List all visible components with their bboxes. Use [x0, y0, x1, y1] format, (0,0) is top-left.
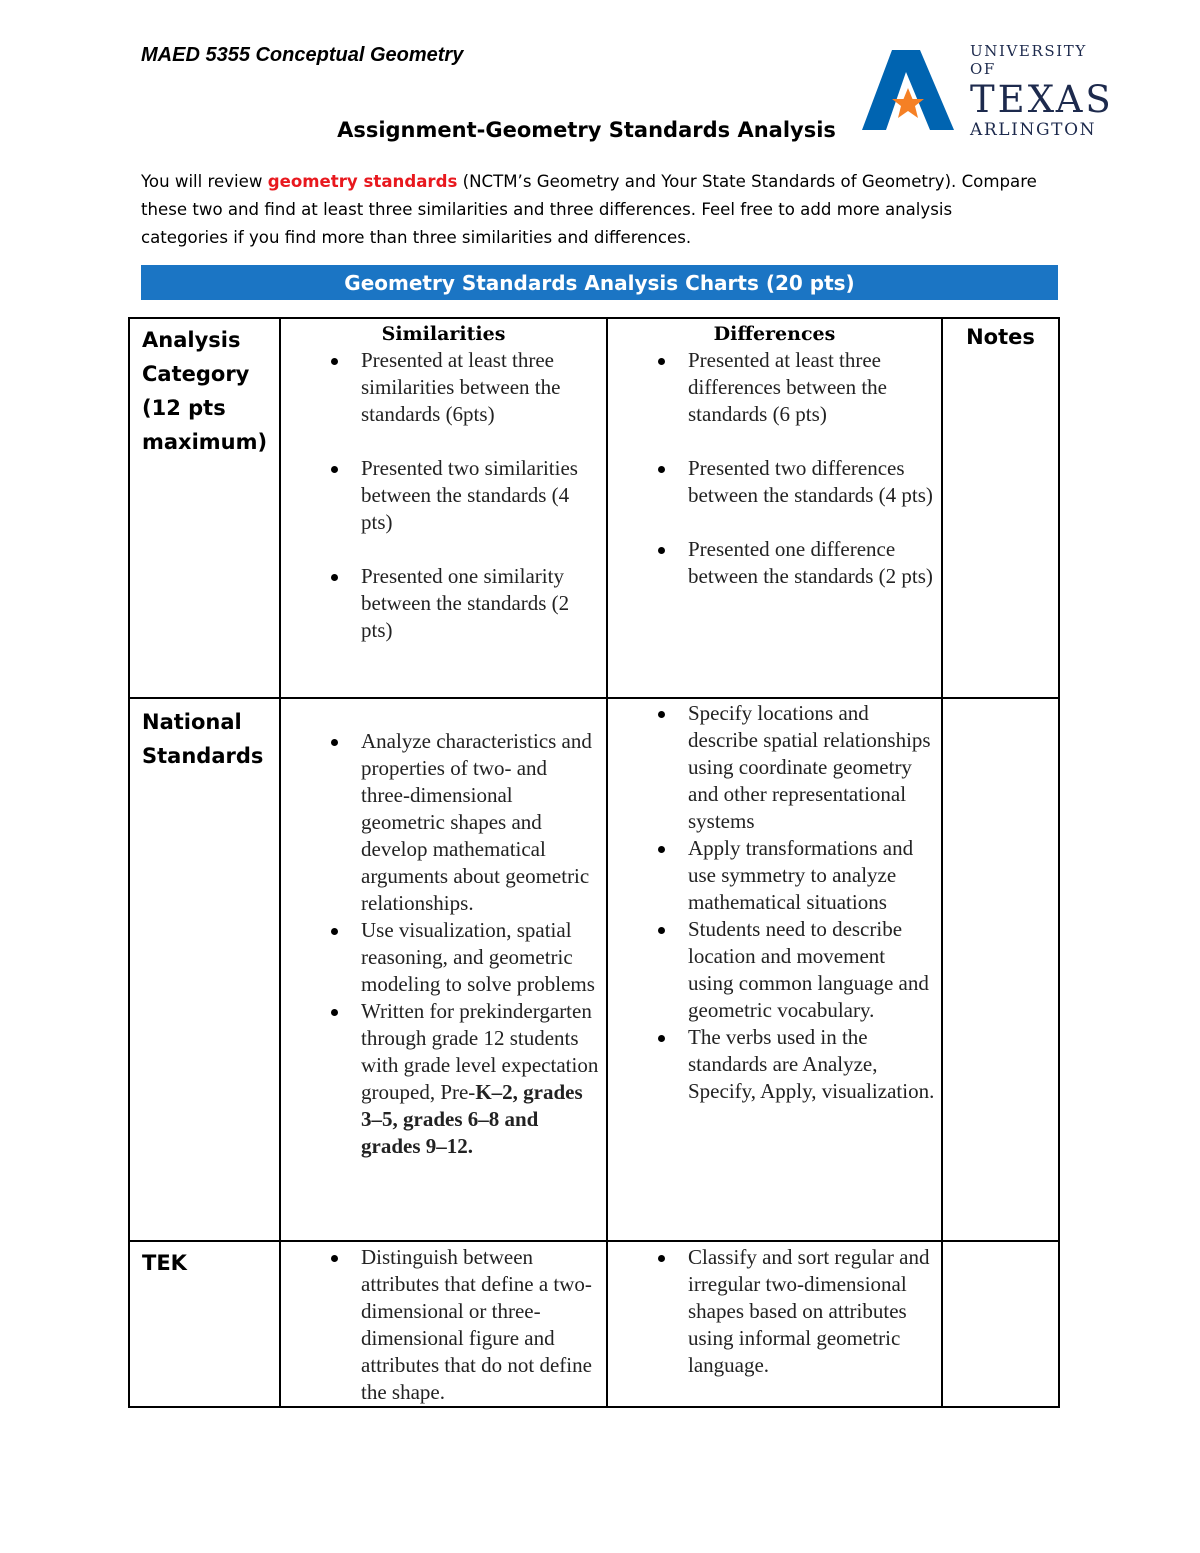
grade-bands-bold: K–2, grades 3–5, grades 6–8 and grades 9–12. — [361, 1080, 583, 1158]
category-header-line: Category — [142, 362, 250, 386]
list-item: Use visualization, spatial reasoning, and geometric modeling to solve problems — [281, 917, 600, 998]
logo-line-texas: TEXAS — [970, 78, 1114, 121]
list-item-text: Written for prekindergarten through grade 12 students with grade level expectation grouped, Pre- — [361, 999, 599, 1104]
intro-text-start: You will review — [141, 172, 268, 191]
national-similarities-cell — [280, 698, 607, 1241]
list-item: Specify locations and describe spatial relationships using coordinate geometry and other representational systems — [608, 700, 935, 835]
category-header-line: maximum) — [142, 430, 268, 454]
list-item: Presented at least three differences between the standards (6 pts) — [608, 347, 935, 428]
list-item: Presented at least three similarities between the standards (6pts) — [281, 347, 600, 428]
national-similarities-list — [281, 728, 606, 1160]
list-item — [281, 998, 600, 1160]
tek-label: TEK — [129, 1241, 280, 1407]
national-differences-cell — [607, 698, 942, 1241]
list-item: Presented one similarity between the standards (2 pts) — [281, 563, 600, 644]
logo-line-arlington: ARLINGTON — [970, 120, 1097, 140]
tek-similarities-list — [281, 1244, 606, 1406]
notes-header: Notes — [942, 318, 1059, 698]
list-item: Apply transformations and use symmetry to analyze mathematical situations — [608, 835, 935, 916]
list-item: Students need to describe location and movement using common language and geometric vocabulary. — [608, 916, 935, 1024]
list-item: Presented two similarities between the standards (4 pts) — [281, 455, 600, 536]
standards-analysis-table — [128, 317, 1060, 1408]
similarities-header-cell — [280, 318, 607, 698]
differences-header-cell — [607, 318, 942, 698]
differences-rubric-list — [608, 347, 941, 590]
list-item: Classify and sort regular and irregular two-dimensional shapes based on attributes using informal geometric language. — [608, 1244, 935, 1379]
national-differences-list — [608, 700, 941, 1105]
national-standards-label — [129, 698, 280, 1241]
tek-notes-cell — [942, 1241, 1059, 1407]
similarities-header: Similarities — [381, 323, 506, 345]
list-item: Presented two differences between the standards (4 pts) — [608, 455, 935, 509]
similarities-rubric-list — [281, 347, 606, 644]
tek-similarities-cell — [280, 1241, 607, 1407]
list-item: The verbs used in the standards are Analyze, Specify, Apply, visualization. — [608, 1024, 935, 1105]
category-header-line: Analysis — [142, 328, 241, 352]
intro-text-end: (NCTM’s Geometry and Your State Standards of Geometry). Compare these two and find at least three similarities and three differences. Feel free to add more analysis categories if you find more than three similarities and differences. — [141, 172, 1037, 247]
intro-highlight: geometry standards — [267, 172, 458, 191]
tek-differences-cell — [607, 1241, 942, 1407]
assignment-title: Assignment-Geometry Standards Analysis — [337, 118, 836, 142]
list-item: Presented one difference between the standards (2 pts) — [608, 536, 935, 590]
differences-header: Differences — [713, 323, 836, 345]
national-notes-cell — [942, 698, 1059, 1241]
list-item: Distinguish between attributes that define a two-dimensional or three-dimensional figure and attributes that do not define the shape. — [281, 1244, 600, 1406]
category-header-line: (12 pts — [142, 396, 226, 420]
chart-banner: Geometry Standards Analysis Charts (20 pts) — [141, 265, 1058, 300]
table-row — [129, 1241, 1059, 1407]
intro-paragraph — [141, 168, 1041, 252]
category-header-cell — [129, 318, 280, 698]
tek-differences-list — [608, 1244, 941, 1379]
table-row — [129, 698, 1059, 1241]
category-label-line: Standards — [142, 744, 264, 768]
list-item: Analyze characteristics and properties of two- and three-dimensional geometric shapes and develop mathematical arguments about geometric relationships. — [281, 728, 600, 917]
category-label-line: National — [142, 710, 242, 734]
logo-line-university: UNIVERSITY OF — [970, 42, 1087, 78]
table-row — [129, 318, 1059, 698]
course-title: MAED 5355 Conceptual Geometry — [141, 44, 464, 66]
